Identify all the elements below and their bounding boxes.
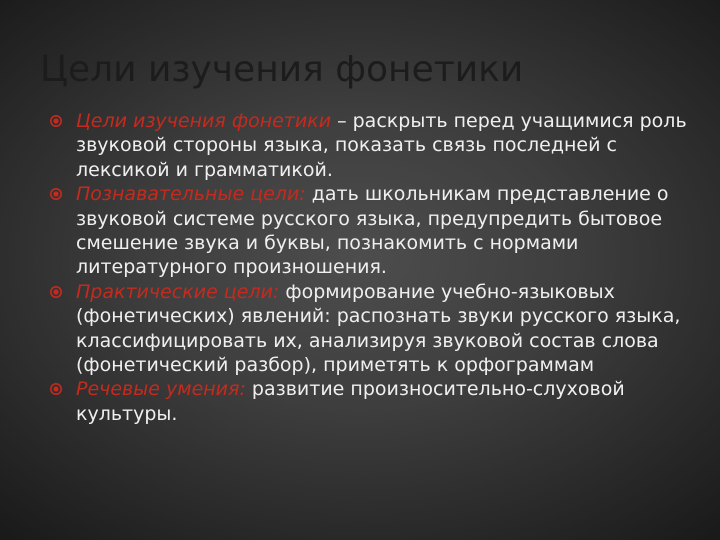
bullet-text: дать школьникам представление о звуковой системе русского языка, предупредить бытовое смешение звука и буквы, познакомить с нормами литературного произношения. [76,183,669,279]
bullet-term: Практические цели: [76,280,280,303]
ring-bullet-icon [49,382,63,396]
bullet-item [49,377,689,426]
bullet-item [49,182,689,280]
bullet-item [49,280,689,378]
bullet-item [49,109,689,182]
bullet-term: Познавательные цели: [76,183,306,206]
ring-bullet-icon [49,114,63,128]
slide-title: Цели изучения фонетики [40,49,524,90]
bullet-text: формирование учебно-языковых (фонетических) явлений: распознать звуки русского языка, классифицировать их, анализируя звуковой состав слова (фонетический разбор), приметять к орфограммам [76,280,681,377]
bullet-term: Речевые умения: [76,378,246,401]
bullet-text: – раскрыть перед учащимися роль звуковой стороны языка, показать связь последней с лексикой и грамматикой. [76,110,687,181]
bullet-list [49,109,689,426]
ring-bullet-icon [49,187,63,201]
ring-bullet-icon [49,285,63,299]
bullet-term: Цели изучения фонетики [76,110,332,132]
bullet-text: развитие произносительно-слуховой культуры. [76,378,625,425]
